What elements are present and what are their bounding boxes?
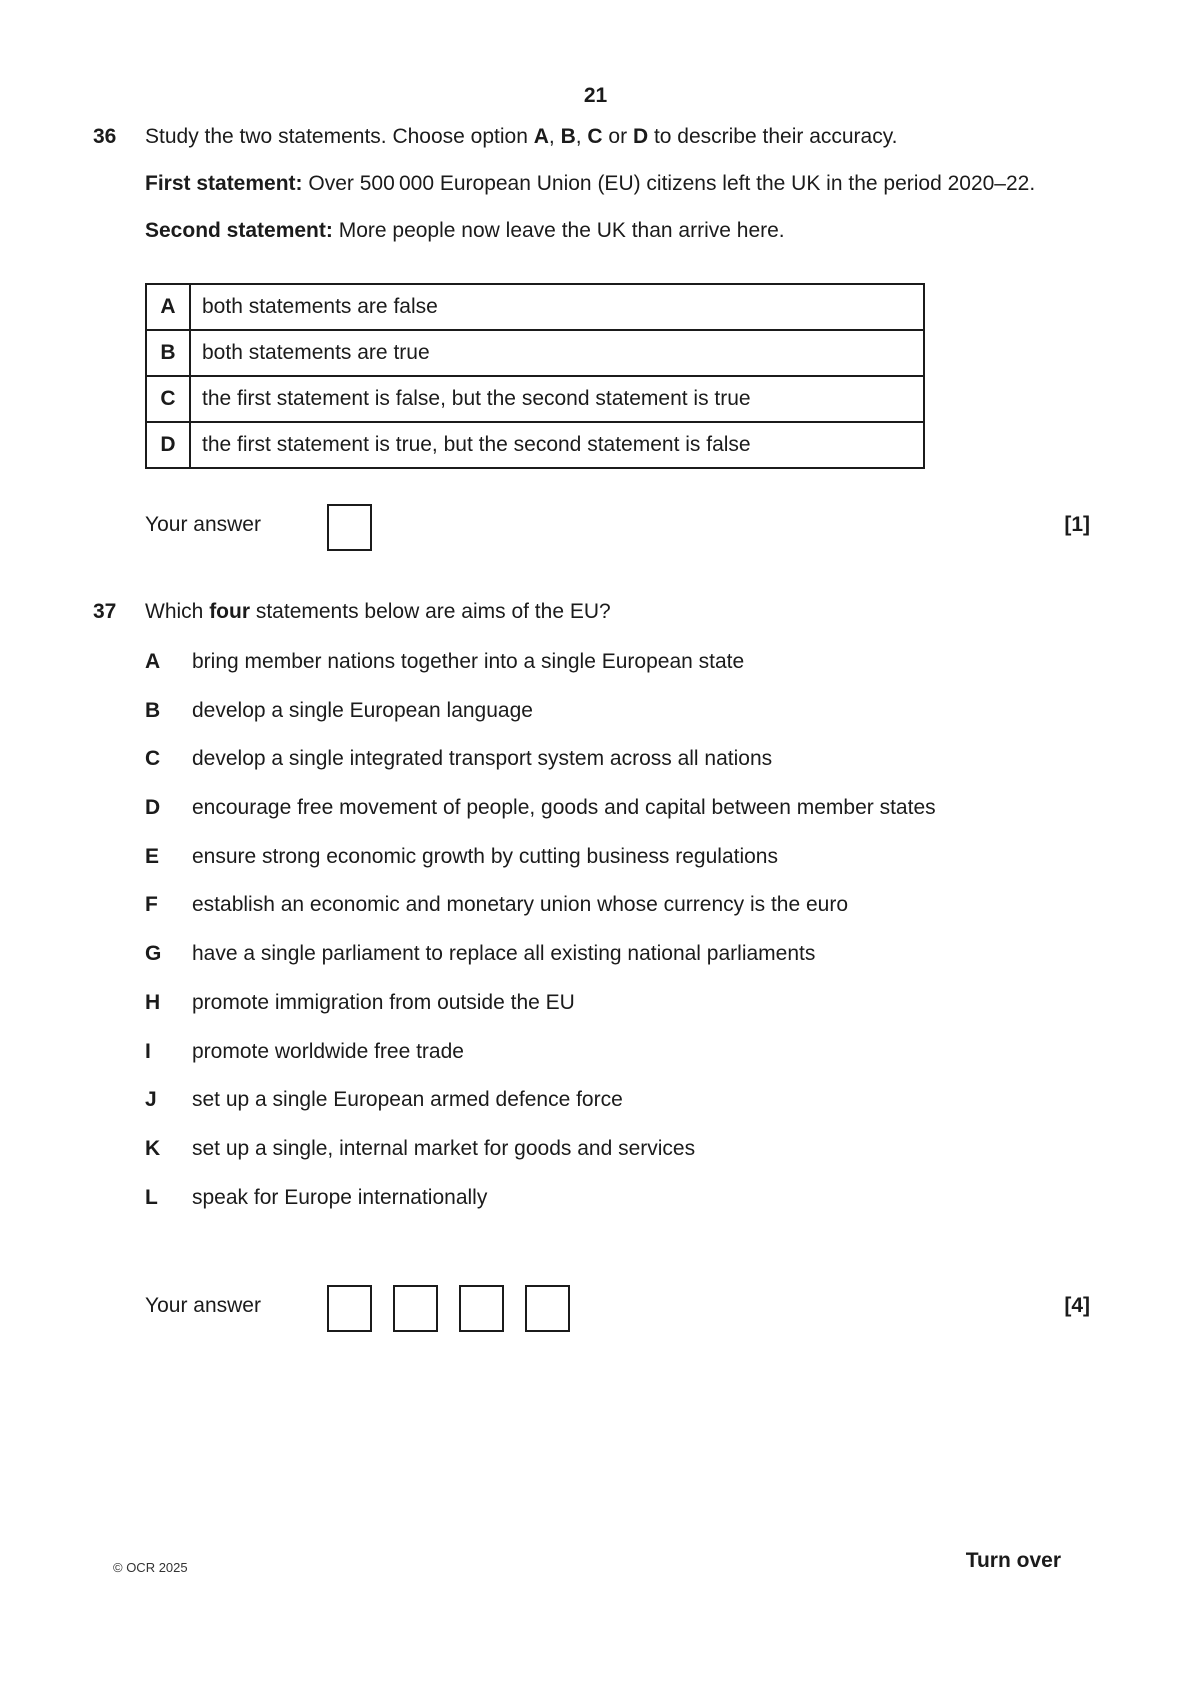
option-letter: B xyxy=(145,698,161,722)
option-row xyxy=(145,797,936,846)
option-row xyxy=(145,894,936,943)
option-letter-ref: B xyxy=(560,125,576,148)
option-letter: F xyxy=(145,893,158,917)
q36-answer-box[interactable] xyxy=(327,504,372,551)
option-row xyxy=(145,943,936,992)
stem-emphasis: four xyxy=(209,600,251,623)
q37-answer-box-4[interactable] xyxy=(525,1285,570,1332)
option-text: develop a single integrated transport system across all nations xyxy=(192,747,773,771)
option-text: establish an economic and monetary union whose currency is the euro xyxy=(192,893,849,917)
option-text: promote worldwide free trade xyxy=(192,1039,464,1063)
option-letter-ref: A xyxy=(533,125,549,148)
option-text: set up a single European armed defence force xyxy=(192,1088,623,1112)
q37-options-list xyxy=(145,651,936,1235)
option-row xyxy=(145,651,936,700)
option-text: promote immigration from outside the EU xyxy=(192,990,575,1014)
stem-segment: to describe their accuracy. xyxy=(648,125,898,148)
second-statement-label: Second statement: xyxy=(145,219,333,242)
first-statement xyxy=(145,173,1035,195)
copyright-notice: © OCR 2025 xyxy=(113,1560,188,1575)
second-statement xyxy=(145,220,785,242)
option-row xyxy=(146,376,924,422)
q37-answer-box-3[interactable] xyxy=(459,1285,504,1332)
option-row xyxy=(146,284,924,330)
option-letter-cell: A xyxy=(146,284,190,330)
option-text: set up a single, internal market for goods and services xyxy=(192,1136,696,1160)
option-letter: D xyxy=(145,796,161,820)
q37-answer-box-2[interactable] xyxy=(393,1285,438,1332)
option-letter: A xyxy=(145,650,161,673)
option-row xyxy=(145,748,936,797)
question-36-stem xyxy=(145,126,898,148)
stem-segment: Which xyxy=(145,600,210,623)
q37-your-answer-label: Your answer xyxy=(145,1294,261,1317)
option-text: speak for Europe internationally xyxy=(192,1185,488,1209)
page-number: 21 xyxy=(583,84,608,107)
stem-segment: or xyxy=(602,125,633,148)
option-letter: G xyxy=(145,942,162,966)
option-letter: I xyxy=(145,1039,151,1063)
option-text: have a single parliament to replace all existing national parliaments xyxy=(192,942,816,966)
option-letter: L xyxy=(145,1185,158,1209)
option-row xyxy=(146,422,924,468)
first-statement-text: Over 500 000 European Union (EU) citizens left the UK in the period 2020–22. xyxy=(308,172,1036,195)
question-36-number: 36 xyxy=(93,125,117,148)
option-text-cell: both statements are false xyxy=(190,284,924,330)
question-37-stem xyxy=(145,601,611,623)
stem-segment: Study the two statements. Choose option xyxy=(145,125,534,148)
option-row xyxy=(145,1187,936,1236)
option-text-cell: the first statement is false, but the second statement is true xyxy=(190,376,924,422)
option-letter: E xyxy=(145,844,160,868)
option-letter-ref: D xyxy=(632,125,649,148)
option-letter-cell: D xyxy=(146,422,190,468)
stem-segment: , xyxy=(575,125,588,148)
second-statement-text: More people now leave the UK than arrive here. xyxy=(338,219,785,242)
option-row xyxy=(145,1138,936,1187)
option-text: encourage free movement of people, goods and capital between member states xyxy=(192,796,936,820)
option-text: bring member nations together into a single European state xyxy=(192,650,745,673)
option-text: develop a single European language xyxy=(192,698,533,722)
option-row xyxy=(146,330,924,376)
option-row xyxy=(145,992,936,1041)
q37-answer-box-1[interactable] xyxy=(327,1285,372,1332)
turn-over-label: Turn over xyxy=(965,1549,1061,1572)
option-letter: J xyxy=(145,1088,157,1112)
option-letter-ref: C xyxy=(587,125,603,148)
option-letter: K xyxy=(145,1136,161,1160)
q36-your-answer-label: Your answer xyxy=(145,513,261,536)
option-text: ensure strong economic growth by cutting business regulations xyxy=(192,844,778,868)
first-statement-label: First statement: xyxy=(145,172,303,195)
option-text-cell: the first statement is true, but the second statement is false xyxy=(190,422,924,468)
option-letter-cell: C xyxy=(146,376,190,422)
option-letter-cell: B xyxy=(146,330,190,376)
question-37-number: 37 xyxy=(93,600,117,623)
q36-options-table xyxy=(145,283,925,469)
stem-segment: statements below are aims of the EU? xyxy=(250,600,611,623)
q36-marks: [1] xyxy=(1064,513,1090,536)
option-row xyxy=(145,700,936,749)
option-row xyxy=(145,1089,936,1138)
option-text-cell: both statements are true xyxy=(190,330,924,376)
q37-marks: [4] xyxy=(1064,1294,1090,1317)
stem-segment: , xyxy=(548,125,561,148)
option-letter: H xyxy=(145,990,161,1014)
option-row xyxy=(145,1041,936,1090)
option-row xyxy=(145,846,936,895)
option-letter: C xyxy=(145,747,161,771)
